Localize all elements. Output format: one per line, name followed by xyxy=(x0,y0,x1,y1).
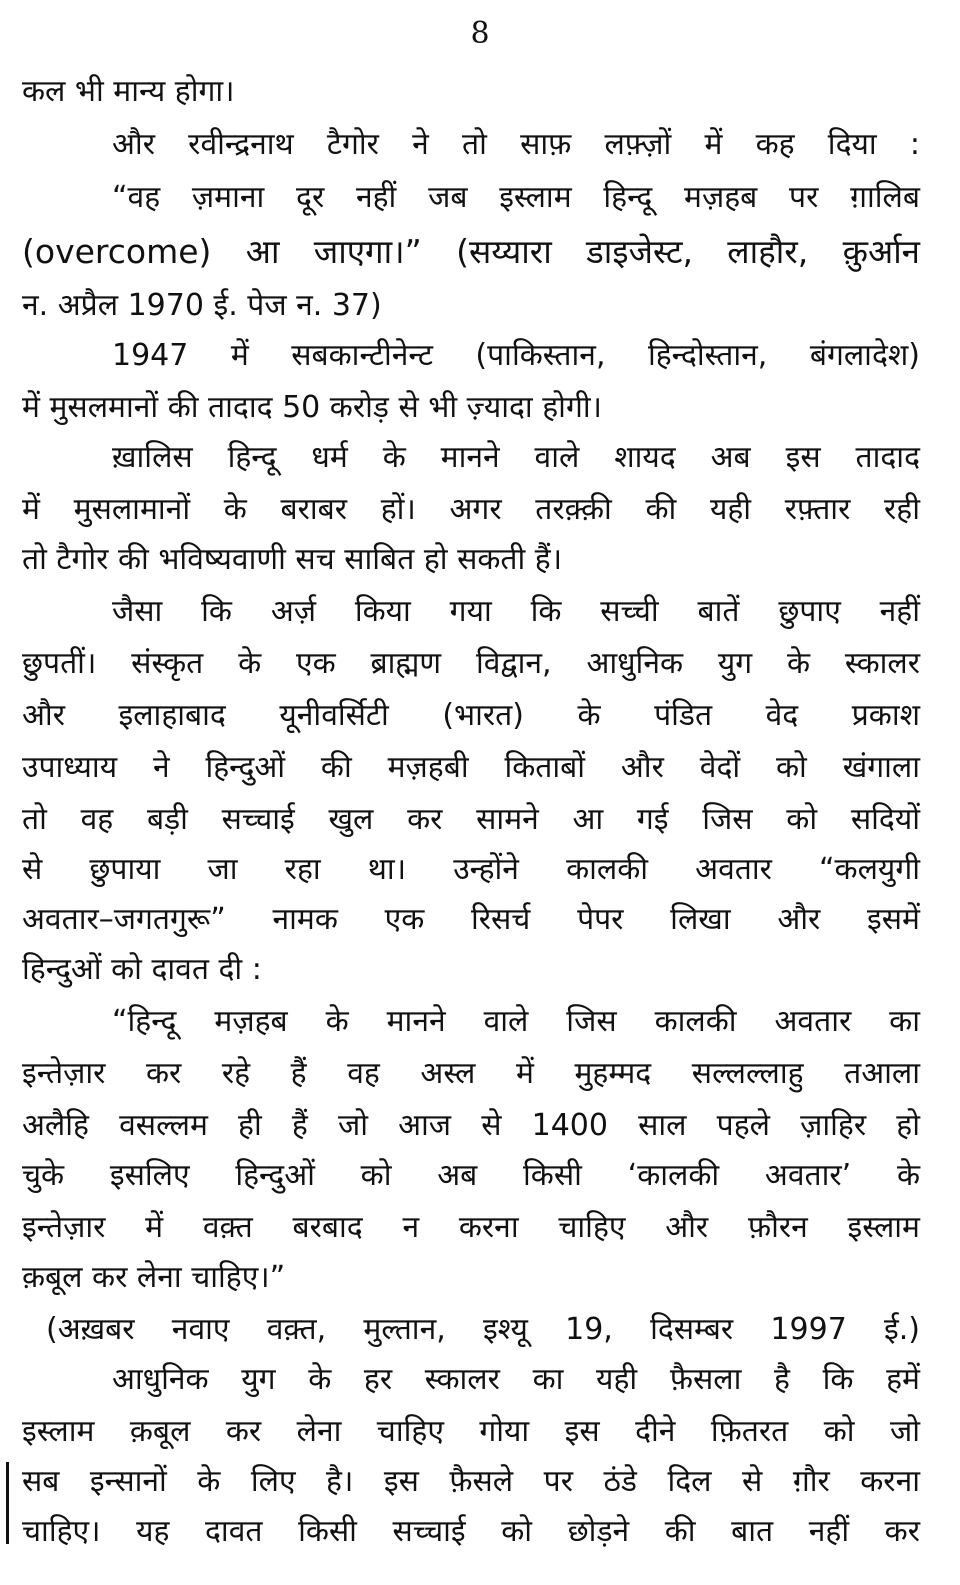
text-line: उपाध्याय ने हिन्दुओं की मज़हबी किताबों और वेदों को खंगाला xyxy=(22,750,920,785)
page-number: 8 xyxy=(470,16,490,51)
text-line: जैसा कि अर्ज़ किया गया कि सच्ची बातें छुपाए नहीं xyxy=(112,594,920,629)
text-line: क़बूल कर लेना चाहिए।” xyxy=(22,1260,286,1295)
text-line: में मुसलमानों की तादाद 50 करोड़ से भी ज़्यादा होगी। xyxy=(22,390,602,425)
text-line: और रवीन्द्रनाथ टैगोर ने तो साफ़ लफ़्ज़ों में कह दिया : xyxy=(112,127,920,162)
text-line: आधुनिक युग के हर स्कालर का यही फ़ैसला है कि हमें xyxy=(112,1362,920,1397)
text-line: ख़ालिस हिन्दू धर्म के मानने वाले शायद अब इस तादाद xyxy=(112,440,920,475)
text-line: इन्तेज़ार में वक़्त बरबाद न करना चाहिए और फ़ौरन इस्लाम xyxy=(22,1210,920,1245)
text-line: न. अप्रैल 1970 ई. पेज न. 37) xyxy=(22,288,382,323)
text-line: “हिन्दू मज़हब के मानने वाले जिस कालकी अवतार का xyxy=(112,1004,920,1039)
text-line: अवतार–जगतगुरू” नामक एक रिसर्च पेपर लिखा और इसमें xyxy=(22,902,920,937)
text-line: छुपतीं। संस्कृत के एक ब्राह्मण विद्वान, आधुनिक युग के स्कालर xyxy=(22,646,920,681)
text-line: में मुसलामानों के बराबर हों। अगर तरक़्क़ी की यही रफ़्तार रही xyxy=(22,492,920,527)
text-line: तो टैगोर की भविष्यवाणी सच साबित हो सकती हैं। xyxy=(22,542,563,577)
text-line: चाहिए। यह दावत किसी सच्चाई को छोड़ने की बात नहीं कर xyxy=(22,1514,920,1549)
text-line: तो वह बड़ी सच्चाई खुल कर सामने आ गई जिस को सदियों xyxy=(22,802,920,837)
scan-margin-mark xyxy=(6,1462,9,1544)
text-line: चुके इसलिए हिन्दुओं को अब किसी ‘कालकी अवतार’ के xyxy=(22,1158,920,1193)
text-line: 1947 में सबकान्टीनेन्ट (पाकिस्तान, हिन्दोस्तान, बंगलादेश) xyxy=(112,338,920,373)
text-line: (अख़बर नवाए वक़्त, मुल्तान, इश्यू 19, दिसम्बर 1997 ई.) xyxy=(46,1312,920,1347)
text-line: से छुपाया जा रहा था। उन्होंने कालकी अवतार “कलयुगी xyxy=(22,852,920,887)
text-line: हिन्दुओं को दावत दी : xyxy=(22,952,262,987)
text-line: सब इन्सानों के लिए है। इस फ़ैसले पर ठंडे दिल से ग़ौर करना xyxy=(22,1464,920,1499)
text-line: कल भी मान्य होगा। xyxy=(22,74,235,109)
text-line: और इलाहाबाद यूनीवर्सिटी (भारत) के पंडित वेद प्रकाश xyxy=(22,698,920,733)
text-line: अलैहि वसल्लम ही हैं जो आज से 1400 साल पहले ज़ाहिर हो xyxy=(22,1108,920,1143)
text-line: “वह ज़माना दूर नहीं जब इस्लाम हिन्दू मज़हब पर ग़ालिब xyxy=(112,180,920,215)
text-line: इस्लाम क़बूल कर लेना चाहिए गोया इस दीने फ़ितरत को जो xyxy=(22,1414,920,1449)
text-line: (overcome) आ जाएगा।” (सय्यारा डाइजेस्ट, लाहौर, क़ुर्आन xyxy=(22,232,920,271)
text-line: इन्तेज़ार कर रहे हैं वह अस्ल में मुहम्मद सल्लल्लाहु तआला xyxy=(22,1056,920,1091)
